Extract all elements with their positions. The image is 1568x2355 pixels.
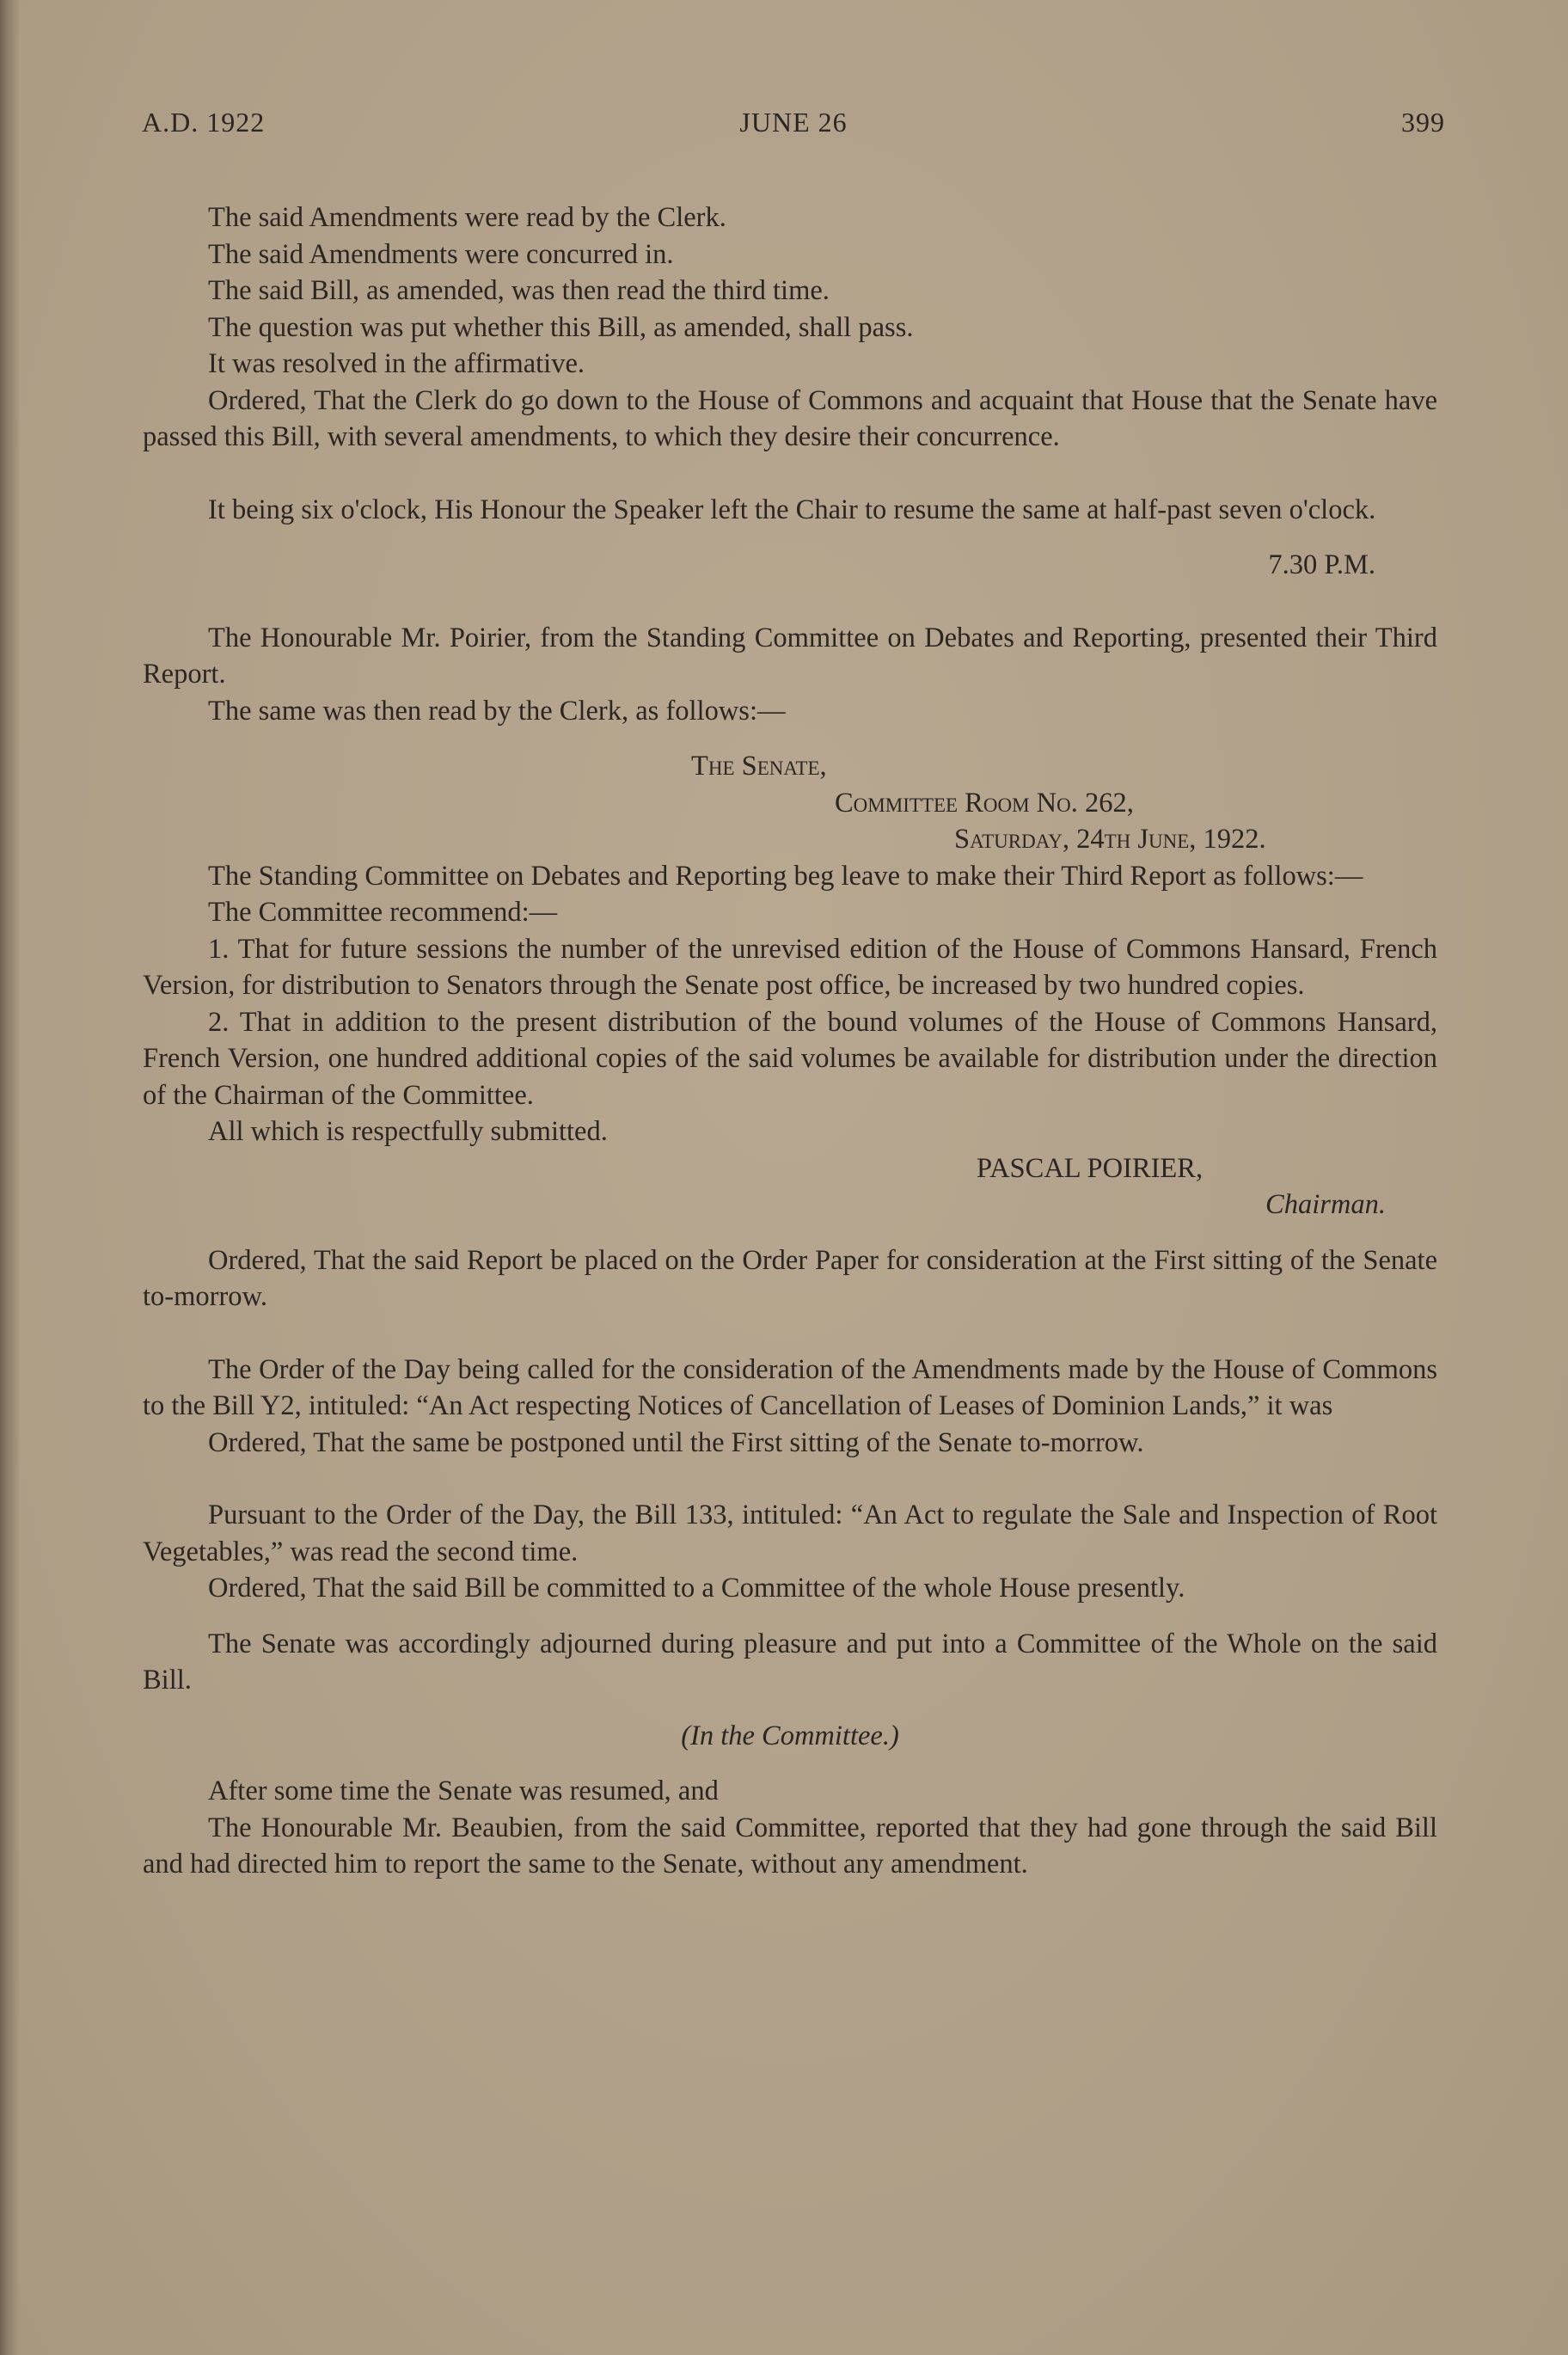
section-gap (143, 528, 1437, 547)
signature-title: Chairman. (1265, 1189, 1386, 1220)
running-header (142, 107, 1445, 150)
paragraph: The said Bill, as amended, was then read the third time. (208, 275, 830, 306)
header-date: JUNE 26 (739, 107, 848, 138)
paragraph: 2. That in addition to the present distribution of the bound volumes of the House of Commons Hansard, French Version, one hundred additional copies of the said volumes be available for distribution under the direction of the Chairman of the Committee. (143, 1006, 1437, 1111)
paragraph: The Honourable Mr. Poirier, from the Standing Committee on Debates and Reporting, presented their Third Report. (143, 622, 1437, 690)
section-gap (143, 1315, 1437, 1352)
section-gap (143, 1607, 1437, 1626)
section-gap (143, 1699, 1437, 1718)
committee-heading: (In the Committee.) (681, 1720, 899, 1751)
paragraph: 1. That for future sessions the number of the unrevised edition of the House of Commons Hansard, French Version, for distribution to Senators through the Senate post office, be increased by two hundred copies. (143, 933, 1437, 1001)
paragraph: Ordered, That the same be postponed until the First sitting of the Senate to-morrow. (208, 1426, 1144, 1458)
book-spine-edge (0, 0, 19, 2355)
paragraph: Ordered, That the said Report be placed on the Order Paper for consideration at the First sitting of the Senate to-morrow. (143, 1244, 1437, 1312)
paragraph: It was resolved in the affirmative. (208, 348, 585, 379)
section-gap (143, 1223, 1437, 1242)
header-year: A.D. 1922 (142, 107, 266, 138)
paragraph: After some time the Senate was resumed, and (208, 1775, 719, 1806)
page-number: 399 (1401, 107, 1445, 138)
paragraph: The said Amendments were read by the Clerk. (208, 202, 726, 233)
report-room: Committee Room No. 262, (835, 787, 1134, 819)
report-date: Saturday, 24th June, 1922. (954, 824, 1266, 855)
paragraph: The question was put whether this Bill, as amended, shall pass. (208, 311, 914, 343)
time-stamp: 7.30 P.M. (1268, 549, 1375, 580)
paragraph: It being six o'clock, His Honour the Speaker left the Chair to resume the same at half-past seven o'clock. (208, 494, 1376, 525)
journal-body (143, 199, 1437, 1883)
paragraph: The Order of the Day being called for the consideration of the Amendments made by the House of Commons to the Bill Y2, intituled: “An Act respecting Notices of Cancellation of Leases of Dominion Lands,” it was (143, 1353, 1437, 1421)
report-senate: The Senate, (691, 751, 827, 782)
paragraph: All which is respectfully submitted. (208, 1116, 608, 1147)
paragraph: The Committee recommend:— (208, 897, 558, 928)
section-gap (143, 584, 1437, 620)
paragraph: The Standing Committee on Debates and Reporting beg leave to make their Third Report as follows:— (208, 860, 1363, 892)
paragraph: The Honourable Mr. Beaubien, from the said Committee, reported that they had gone through the said Bill and had directed him to report the same to the Senate, without any amendment. (143, 1812, 1437, 1880)
section-gap (143, 729, 1437, 748)
section-gap (143, 1461, 1437, 1497)
paragraph: The same was then read by the Clerk, as follows:— (208, 695, 786, 727)
paragraph: The said Amendments were concurred in. (208, 238, 674, 270)
paragraph: The Senate was accordingly adjourned during pleasure and put into a Committee of the Whole on the said Bill. (143, 1628, 1437, 1696)
paragraph: Pursuant to the Order of the Day, the Bill 133, intituled: “An Act to regulate the Sale and Inspection of Root Vegetables,” was read the second time. (143, 1499, 1437, 1567)
section-gap (143, 1754, 1437, 1773)
paragraph: Ordered, That the said Bill be committed to a Committee of the whole House presently. (208, 1573, 1185, 1604)
section-gap (143, 456, 1437, 492)
paragraph: Ordered, That the Clerk do go down to the House of Commons and acquaint that House that the Senate have passed this Bill, with several amendments, to which they desire their concurrence. (143, 384, 1437, 452)
signature: PASCAL POIRIER, (977, 1152, 1204, 1184)
